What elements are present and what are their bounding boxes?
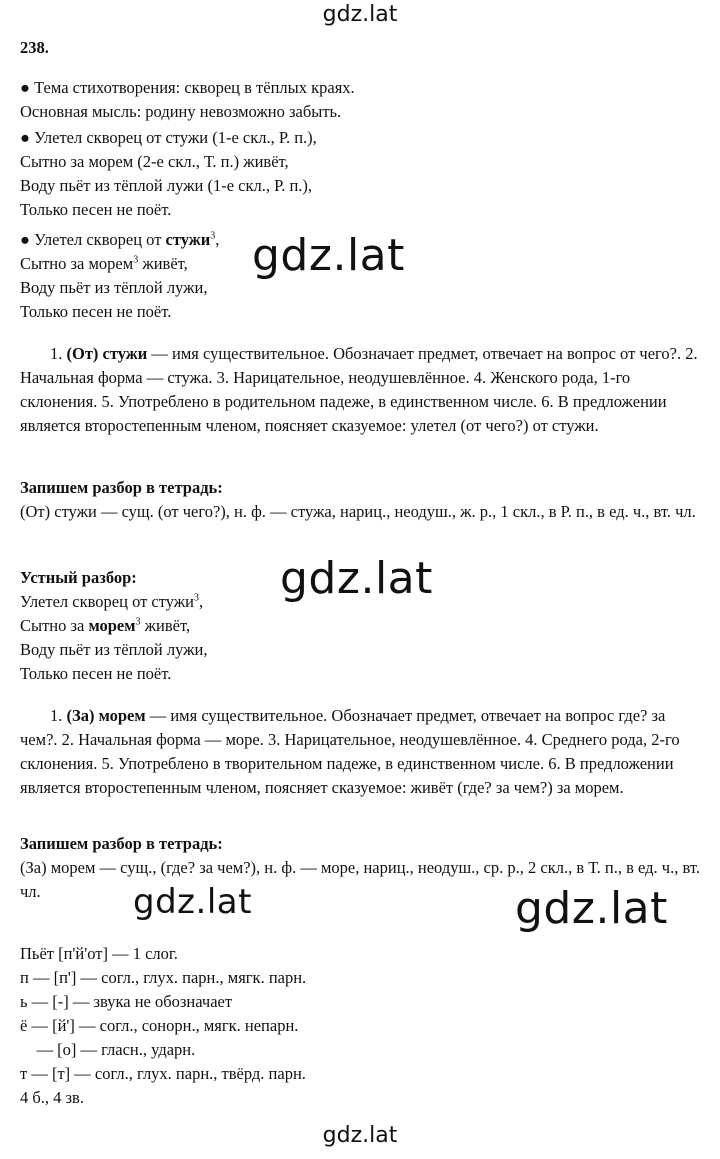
phonetic-line: т — [т] — согл., глух. парн., твёрд. парн. — [20, 1064, 306, 1083]
phonetic-block — [20, 942, 700, 1110]
phonetic-line: 4 б., 4 зв. — [20, 1088, 84, 1107]
parse-marker: 3 — [135, 616, 141, 628]
phonetic-line: ь — [-] — звука не обозначает — [20, 992, 233, 1011]
analysis-word: (За) морем — [66, 706, 146, 725]
parse-marker: 3 — [194, 592, 200, 604]
phonetic-line: ё — [й'] — согл., сонорн., мягк. непарн. — [20, 1016, 299, 1035]
analysis-word: (От) стужи — [66, 344, 148, 363]
poem-text: живёт, — [138, 254, 188, 273]
poem-text: Сытно за — [20, 616, 89, 635]
poem-text: Улетел скворец от стужи — [20, 592, 195, 611]
poem-line: Сытно за морем (2-е скл., Т. п.) живёт, — [20, 152, 289, 171]
poem-line: Воду пьёт из тёплой лужи, — [20, 278, 208, 297]
analysis-text: — имя существительное. Обозначает предмет, отвечает на вопрос от чего?. 2. Начальная форма — стужа. 3. Нарицательное, неодушевлённое. 4. Женского рода, 1-го склонения. 5. Употреблено в родительном падеже, в единственном числе. 6. В предложении является второстепенным членом, поясняет сказуемое: улетел (от чего?) от стужи. — [20, 344, 698, 435]
watermark-mid: gdz.lat — [133, 882, 252, 922]
watermark-mid: gdz.lat — [252, 230, 405, 281]
highlighted-word: стужи — [165, 230, 211, 249]
poem-text: , — [199, 592, 204, 611]
poem-line: ● Улетел скворец от стужи (1-е скл., Р. п.), — [20, 128, 317, 147]
poem-text: живёт, — [140, 616, 191, 635]
analysis-paragraph — [20, 342, 700, 438]
poem-line: Только песен не поёт. — [20, 664, 172, 683]
watermark-mid: gdz.lat — [515, 883, 668, 934]
notebook-block — [20, 476, 700, 524]
poem-line: Только песен не поёт. — [20, 302, 172, 321]
main-idea-line: Основная мысль: родину невозможно забыть. — [20, 102, 342, 121]
notebook-heading: Запишем разбор в тетрадь: — [20, 478, 223, 497]
watermark-bottom: gdz.lat — [322, 1123, 398, 1148]
exercise-number — [20, 36, 700, 60]
poem-cases-block — [20, 126, 700, 222]
analysis-number: 1. — [50, 706, 67, 725]
parse-marker: 3 — [210, 230, 216, 242]
poem-line: Воду пьёт из тёплой лужи (1-е скл., Р. п.), — [20, 176, 313, 195]
poem-line — [20, 614, 700, 638]
poem-text: ● Улетел скворец от — [20, 230, 166, 249]
parse-marker: 3 — [133, 254, 139, 266]
highlighted-word: морем — [88, 616, 136, 635]
analysis-text: — имя существительное. Обозначает предмет, отвечает на вопрос где? за чем?. 2. Начальная форма — море. 3. Нарицательное, неодушевлённое. 4. Среднего рода, 2-го склонения. 5. Употреблено в творительном падеже, в единственном числе. 6. В предложении является второстепенным членом, поясняет сказуемое: живёт (где? за чем?) за морем. — [20, 706, 680, 797]
analysis-paragraph — [20, 704, 700, 800]
poem-text: , — [215, 230, 220, 249]
notebook-heading: Запишем разбор в тетрадь: — [20, 834, 223, 853]
notebook-text: (От) стужи — сущ. (от чего?), н. ф. — стужа, нариц., неодуш., ж. р., 1 скл., в Р. п., в ед. ч., вт. чл. — [20, 502, 696, 521]
theme-line: ● Тема стихотворения: скворец в тёплых краях. — [20, 78, 355, 97]
poem-line: Только песен не поёт. — [20, 200, 172, 219]
phonetic-line: п — [п'] — согл., глух. парн., мягк. парн. — [20, 968, 307, 987]
watermark-top: gdz.lat — [322, 2, 398, 27]
exercise-number-label: 238. — [20, 38, 49, 57]
analysis-number: 1. — [50, 344, 67, 363]
phonetic-line: Пьёт [п'й'от] — 1 слог. — [20, 944, 178, 963]
oral-heading: Устный разбор: — [20, 568, 137, 587]
phonetic-line: — [о] — гласн., ударн. — [20, 1040, 196, 1059]
watermark-mid: gdz.lat — [280, 553, 433, 604]
notebook-text: (За) морем — сущ., (где? за чем?), н. ф. — море, нариц., неодуш., ср. р., 2 скл., в Т. п., в ед. ч., вт. чл. — [20, 858, 700, 901]
poem-text: Сытно за морем — [20, 254, 134, 273]
poem-line: Воду пьёт из тёплой лужи, — [20, 640, 208, 659]
theme-block — [20, 76, 700, 124]
